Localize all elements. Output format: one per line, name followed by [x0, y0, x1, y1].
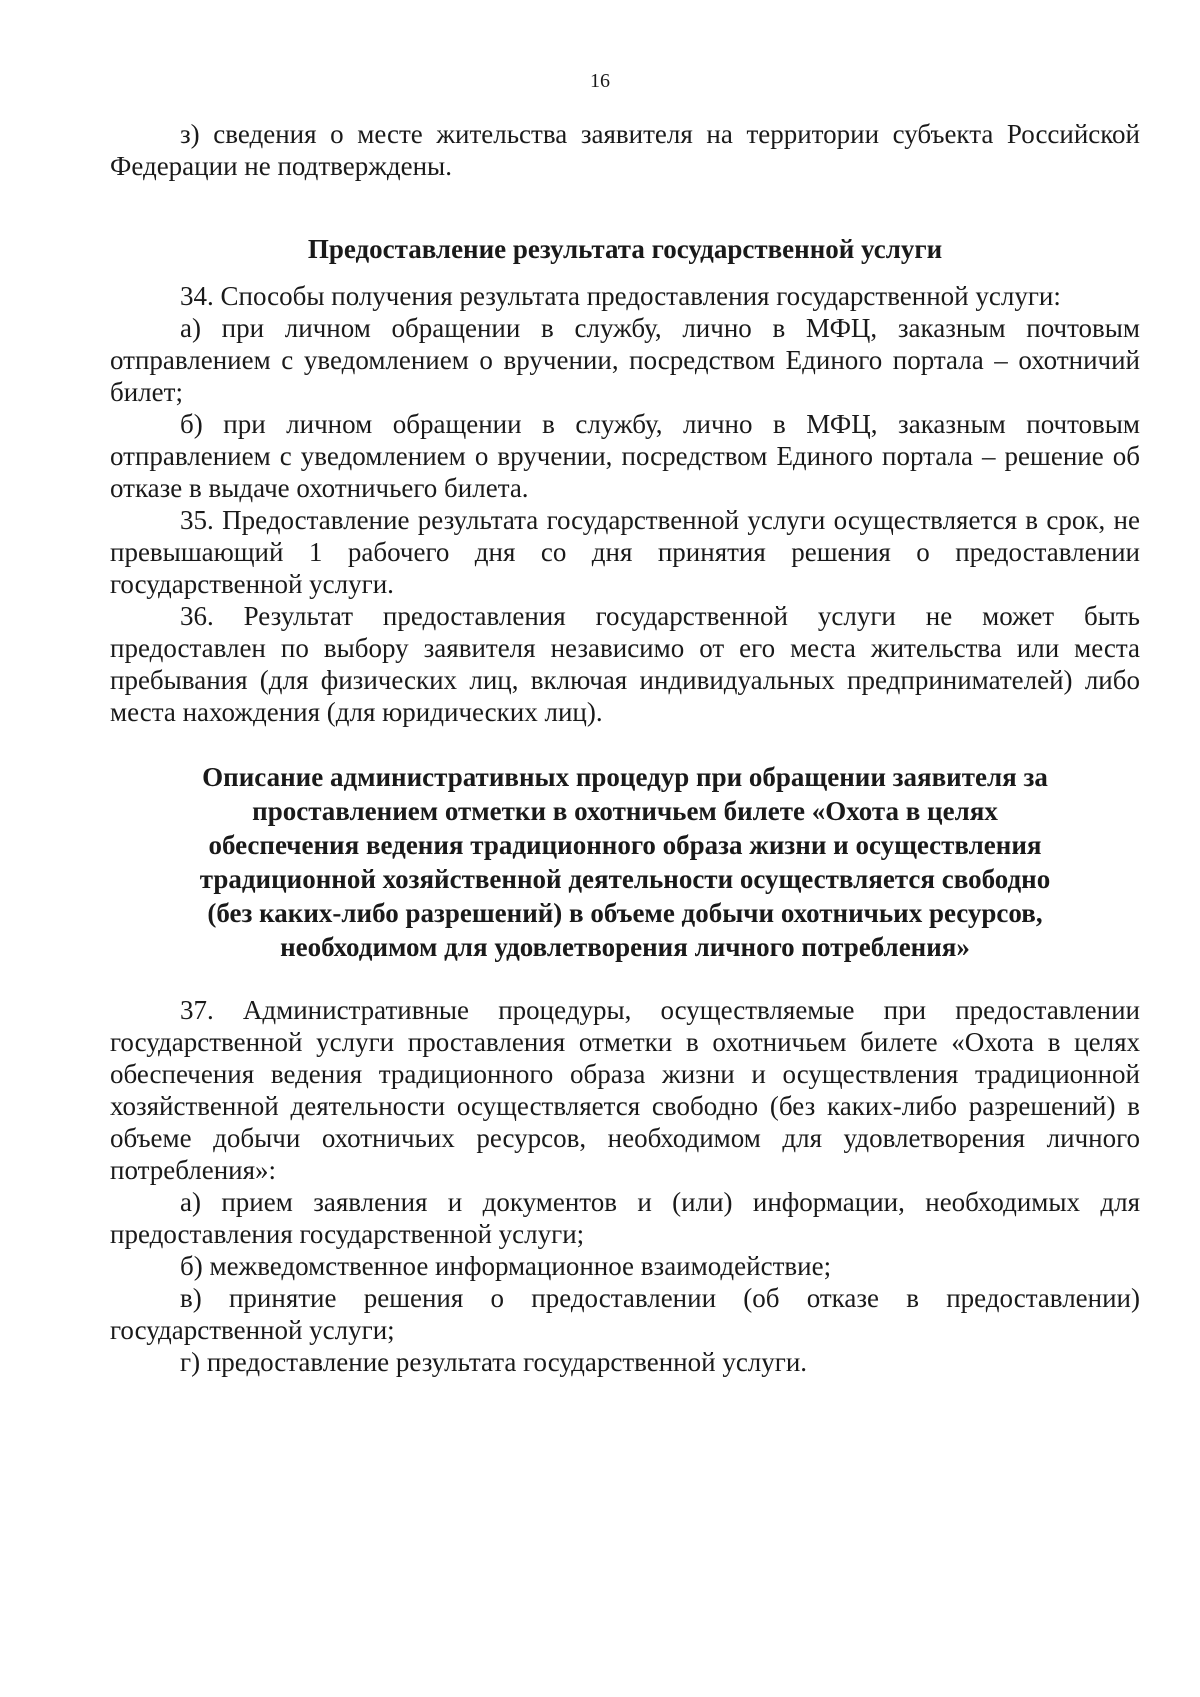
paragraph-37: 37. Административные процедуры, осуществляемые при предоставлении государственной услуги проставления отметки в охотничьем билете «Охота в целях обеспечения ведения традиционного образа жизни и осуществления традиционной хозяйственной деятельности осуществляется свободно (без каких-либо разрешений) в объеме добычи охотничьих ресурсов, необходимом для удовлетворения личного потребления»: [110, 995, 1140, 1185]
paragraph-37-v: в) принятие решения о предоставлении (об отказе в предоставлении) государственной услуги; [110, 1283, 1140, 1345]
section-heading-procedures: Описание административных процедур при обращении заявителя за проставлением отметки в охотничьем билете «Охота в целях обеспечения ведения традиционного образа жизни и осуществления традиционной хозяйственной деятельности осуществляется свободно (без каких-либо разрешений) в объеме добычи охотничьих ресурсов, необходимом для удовлетворения личного потребления» [199, 762, 1051, 962]
paragraph-35: 35. Предоставление результата государственной услуги осуществляется в срок, не превышающий 1 рабочего дня со дня принятия решения о предоставлении государственной услуги. [110, 505, 1140, 599]
paragraph-34-b: б) при личном обращении в службу, лично в МФЦ, заказным почтовым отправлением с уведомлением о вручении, посредством Единого портала – решение об отказе в выдаче охотничьего билета. [110, 409, 1140, 503]
paragraph-item-z: з) сведения о месте жительства заявителя на территории субъекта Российской Федерации не подтверждены. [110, 119, 1140, 181]
paragraph-37-a: а) прием заявления и документов и (или) информации, необходимых для предоставления государственной услуги; [110, 1187, 1140, 1249]
paragraph-34: 34. Способы получения результата предоставления государственной услуги: [180, 281, 1061, 311]
section-heading-result: Предоставление результата государственной услуги [307, 234, 943, 264]
document-body [110, 118, 1140, 1378]
paragraph-34-a: а) при личном обращении в службу, лично в МФЦ, заказным почтовым отправлением с уведомлением о вручении, посредством Единого портала – охотничий билет; [110, 313, 1140, 407]
paragraph-37-g: г) предоставление результата государственной услуги. [180, 1347, 808, 1377]
paragraph-36: 36. Результат предоставления государственной услуги не может быть предоставлен по выбору заявителя независимо от его места жительства или места пребывания (для физических лиц, включая индивидуальных предпринимателей) либо места нахождения (для юридических лиц). [110, 601, 1140, 727]
paragraph-37-b: б) межведомственное информационное взаимодействие; [180, 1251, 832, 1281]
page-number: 16 [590, 70, 610, 92]
